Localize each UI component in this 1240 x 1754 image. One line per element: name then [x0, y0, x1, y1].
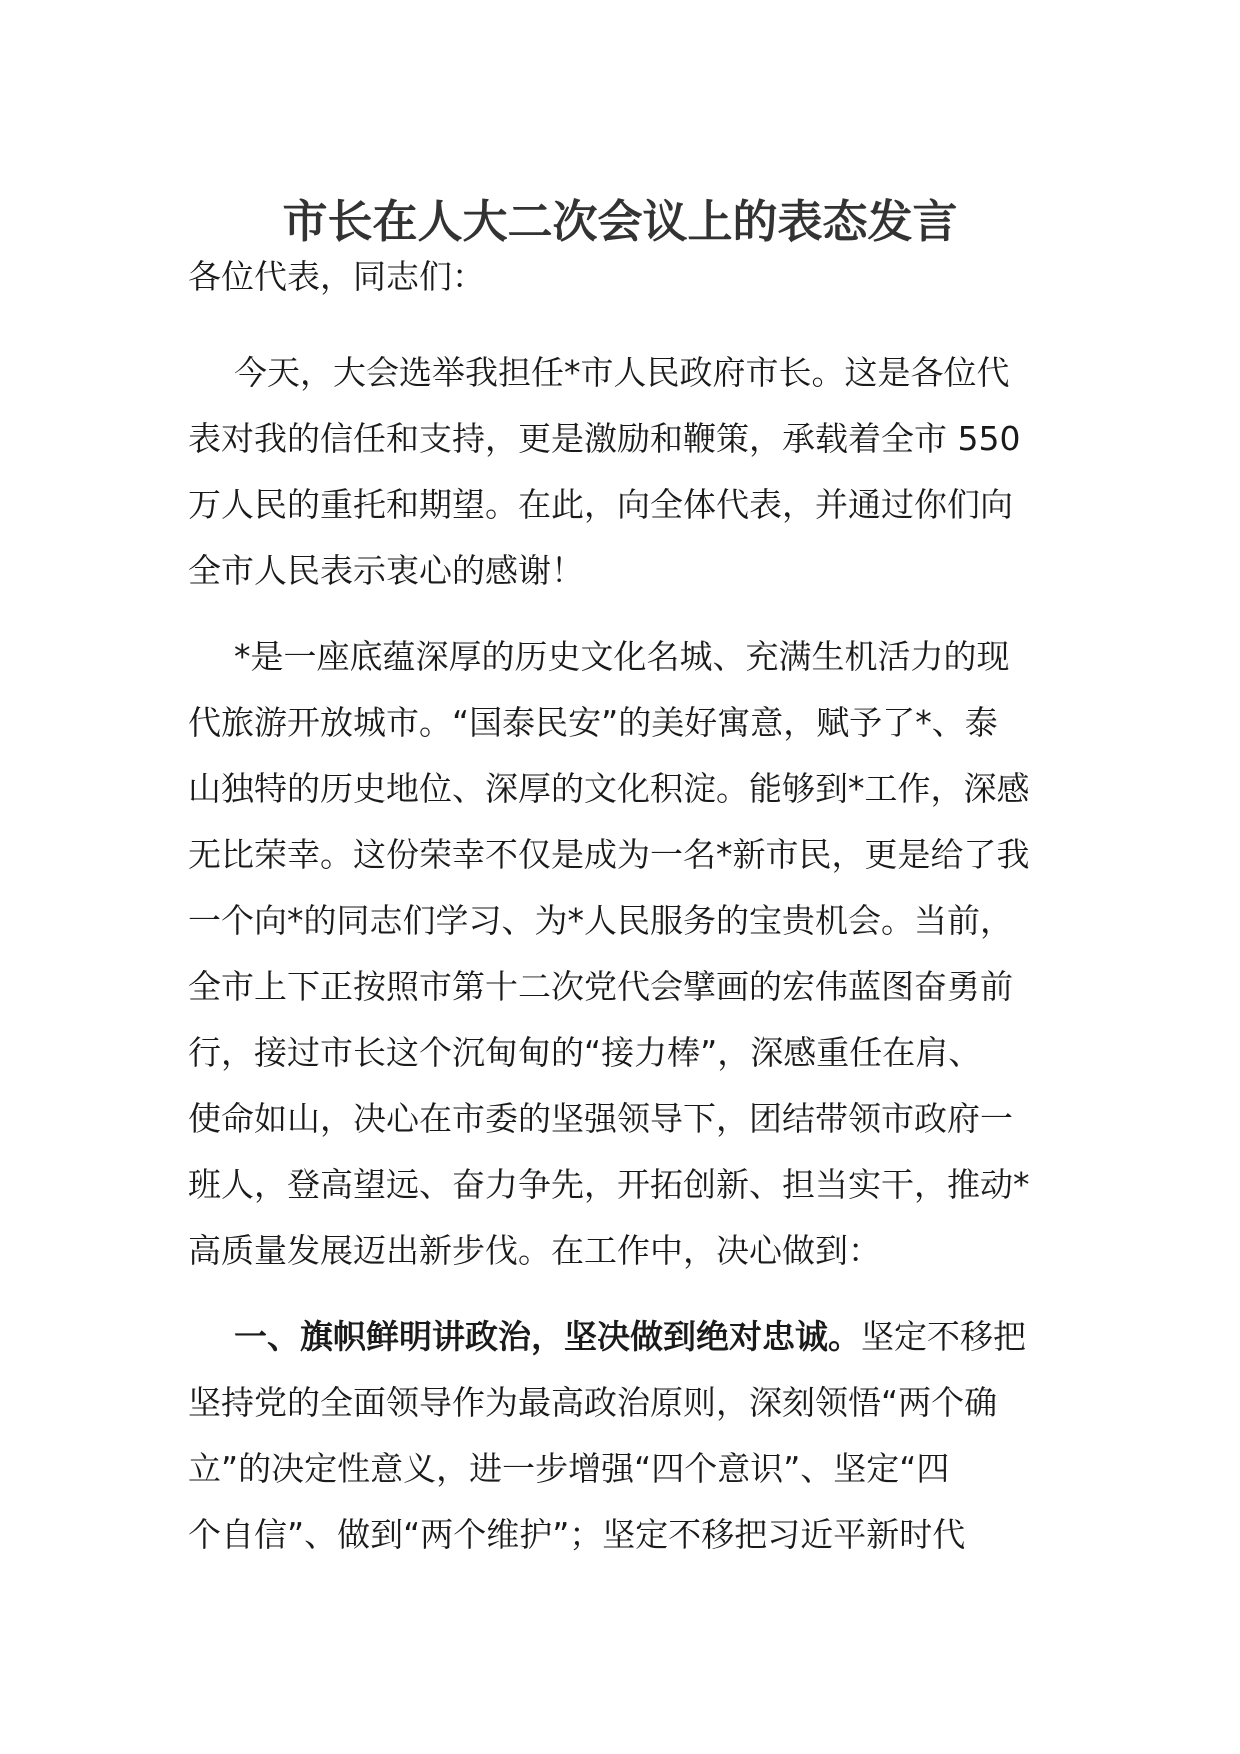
paragraph-line: 表对我的信任和支持，更是激励和鞭策，承载着全市 550	[188, 419, 1021, 458]
paragraph-line: *是一座底蕴深厚的历史文化名城、充满生机活力的现	[234, 637, 1010, 676]
section-heading: 一、旗帜鲜明讲政治，坚决做到绝对忠诚。	[234, 1317, 861, 1356]
paragraph-line: 个自信”、做到“两个维护”；坚定不移把习近平新时代	[188, 1515, 966, 1554]
section-lead-text: 坚定不移把	[861, 1317, 1026, 1356]
paragraph-line: 全市人民表示衷心的感谢！	[188, 551, 584, 590]
paragraph-line: 万人民的重托和期望。在此，向全体代表，并通过你们向	[188, 485, 1013, 524]
paragraph-3	[188, 1304, 1062, 1568]
paragraph-line: 行，接过市长这个沉甸甸的“接力棒”，深感重任在肩、	[188, 1033, 982, 1072]
document-body	[188, 244, 1062, 1568]
paragraph-line: 使命如山，决心在市委的坚强领导下，团结带领市政府一	[188, 1099, 1013, 1138]
paragraph-line: 立”的决定性意义，进一步增强“四个意识”、坚定“四	[188, 1449, 950, 1488]
salutation: 各位代表，同志们：	[188, 257, 485, 296]
paragraph-line: 全市上下正按照市第十二次党代会擘画的宏伟蓝图奋勇前	[188, 967, 1013, 1006]
paragraph-line: 山独特的历史地位、深厚的文化积淀。能够到*工作，深感	[188, 769, 1030, 808]
document-title: 市长在人大二次会议上的表态发言	[282, 195, 958, 248]
paragraph-line: 无比荣幸。这份荣幸不仅是成为一名*新市民，更是给了我	[188, 835, 1030, 874]
paragraph-1	[188, 340, 1062, 604]
paragraph-line: 今天，大会选举我担任*市人民政府市长。这是各位代	[234, 353, 1010, 392]
paragraph-line: 坚持党的全面领导作为最高政治原则，深刻领悟“两个确	[188, 1383, 998, 1422]
paragraph-line: 代旅游开放城市。“国泰民安”的美好寓意，赋予了*、泰	[188, 703, 998, 742]
paragraph-line: 一个向*的同志们学习、为*人民服务的宝贵机会。当前，	[188, 901, 1013, 940]
paragraph-line: 班人，登高望远、奋力争先，开拓创新、担当实干，推动*	[188, 1165, 1030, 1204]
paragraph-line: 高质量发展迈出新步伐。在工作中，决心做到：	[188, 1231, 881, 1270]
paragraph-line	[188, 1304, 1062, 1370]
paragraph-2	[188, 624, 1062, 1284]
